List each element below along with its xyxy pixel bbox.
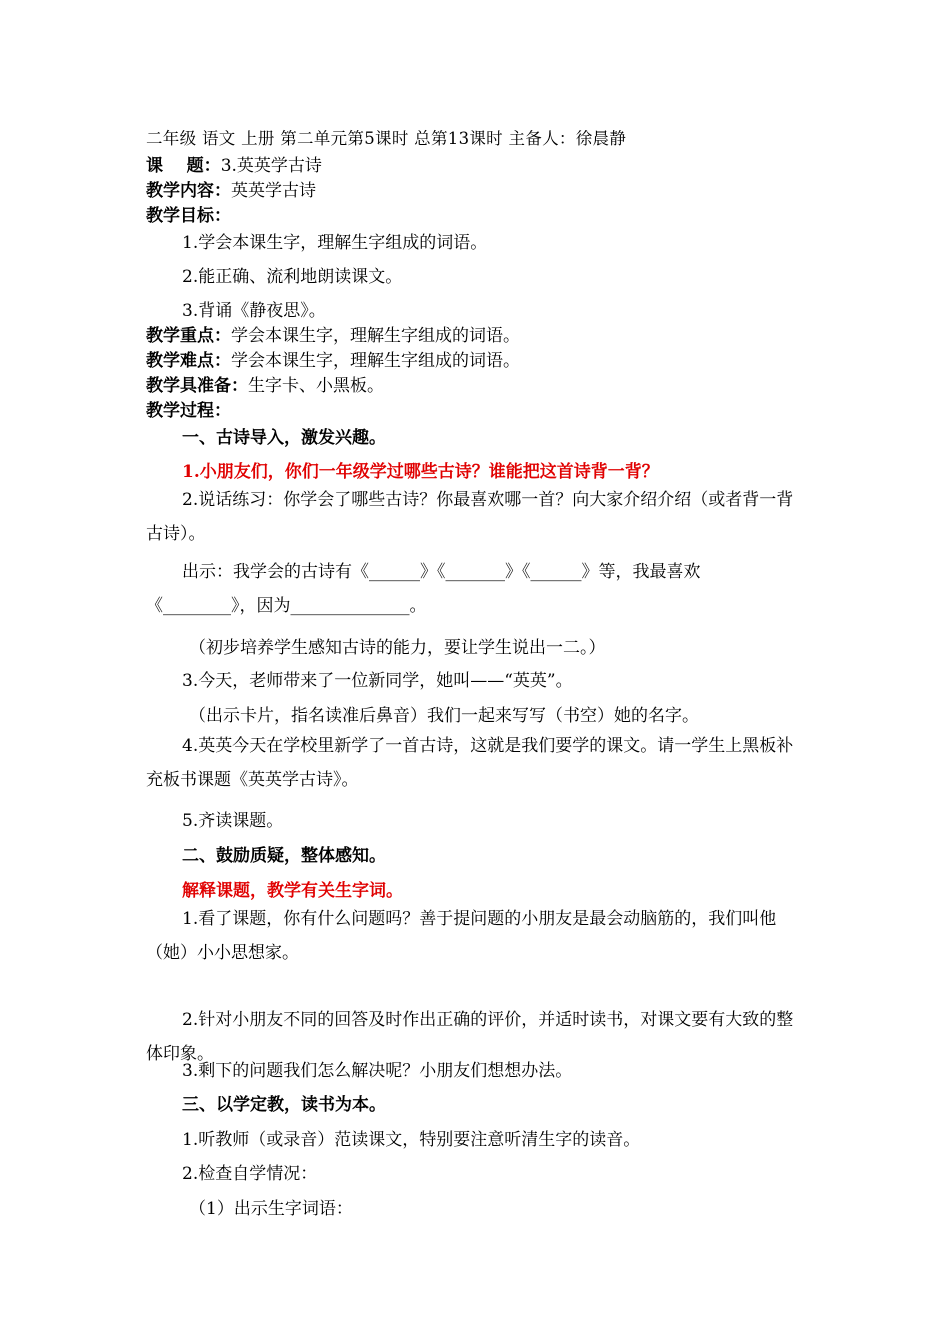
section-1-para-3: 3.今天，老师带来了一位新同学，她叫——“英英”。 — [182, 671, 573, 691]
section-1-para-4: 4.英英今天在学校里新学了一首古诗，这就是我们要学的课文。请一学生上黑板补充板书课题《英英学古诗》。 — [146, 736, 794, 790]
lesson-header: 二年级 语文 上册 第二单元第5课时 总第13课时 主备人：徐晨静 — [146, 129, 627, 148]
field-difficulty-key: 教学难点： — [146, 351, 231, 371]
section-1-card: （出示卡片，指名读准后鼻音）我们一起来写写（书空）她的名字。 — [189, 706, 699, 726]
goal-item: 1.学会本课生字，理解生字组成的词语。 — [182, 233, 488, 253]
section-2-subtitle: 解释课题，教学有关生字词。 — [182, 881, 403, 901]
section-1-question: 1.小朋友们，你们一年级学过哪些古诗？谁能把这首诗背一背？ — [182, 462, 659, 482]
field-tools-value: 生字卡、小黑板。 — [248, 376, 384, 396]
field-focus-value: 学会本课生字，理解生字组成的词语。 — [231, 326, 520, 346]
field-difficulty — [146, 346, 520, 371]
goal-item: 3.背诵《静夜思》。 — [182, 301, 326, 321]
field-content — [146, 176, 316, 201]
field-process-key: 教学过程： — [146, 401, 231, 421]
section-3-para-3: （1）出示生字词语： — [189, 1199, 353, 1219]
section-2-para-1: 1.看了课题，你有什么问题吗？善于提问题的小朋友是最会动脑筋的，我们叫他（她）小小思想家。 — [146, 909, 777, 963]
field-tools-key: 教学具准备： — [146, 376, 248, 396]
field-content-key: 教学内容： — [146, 181, 231, 201]
field-title-value: 3.英英学古诗 — [220, 156, 322, 176]
field-title-key: 课 题： — [146, 156, 221, 176]
section-2-title: 二、鼓励质疑，整体感知。 — [182, 846, 386, 866]
section-3-para-1: 1.听教师（或录音）范读课文，特别要注意听清生字的读音。 — [182, 1130, 641, 1150]
section-2-para-3: 3.剩下的问题我们怎么解决呢？小朋友们想想办法。 — [182, 1061, 573, 1081]
goal-item: 2.能正确、流利地朗读课文。 — [182, 267, 403, 287]
field-goals — [146, 201, 231, 226]
field-content-value: 英英学古诗 — [231, 181, 316, 201]
field-difficulty-value: 学会本课生字，理解生字组成的词语。 — [231, 351, 520, 371]
section-1-para-2: 2.说话练习：你学会了哪些古诗？你最喜欢哪一首？向大家介绍介绍（或者背一背古诗）。 — [146, 490, 794, 544]
section-1-note: （初步培养学生感知古诗的能力，要让学生说出一二。） — [189, 638, 606, 658]
field-goals-key: 教学目标： — [146, 206, 231, 226]
section-1-show: 出示：我学会的古诗有《______》《_______》《______》等，我最喜欢《________》，因为______________。 — [146, 562, 701, 616]
field-focus — [146, 321, 520, 346]
section-1-para-5: 5.齐读课题。 — [182, 811, 284, 831]
field-title — [146, 151, 322, 176]
field-focus-key: 教学重点： — [146, 326, 231, 346]
section-3-title: 三、以学定教，读书为本。 — [182, 1095, 386, 1115]
section-3-para-2: 2.检查自学情况： — [182, 1164, 318, 1184]
section-1-title: 一、古诗导入，激发兴趣。 — [182, 428, 386, 448]
field-process — [146, 396, 231, 421]
section-2-para-2: 2.针对小朋友不同的回答及时作出正确的评价，并适时读书，对课文要有大致的整体印象。 — [146, 1010, 794, 1064]
field-tools — [146, 371, 384, 396]
